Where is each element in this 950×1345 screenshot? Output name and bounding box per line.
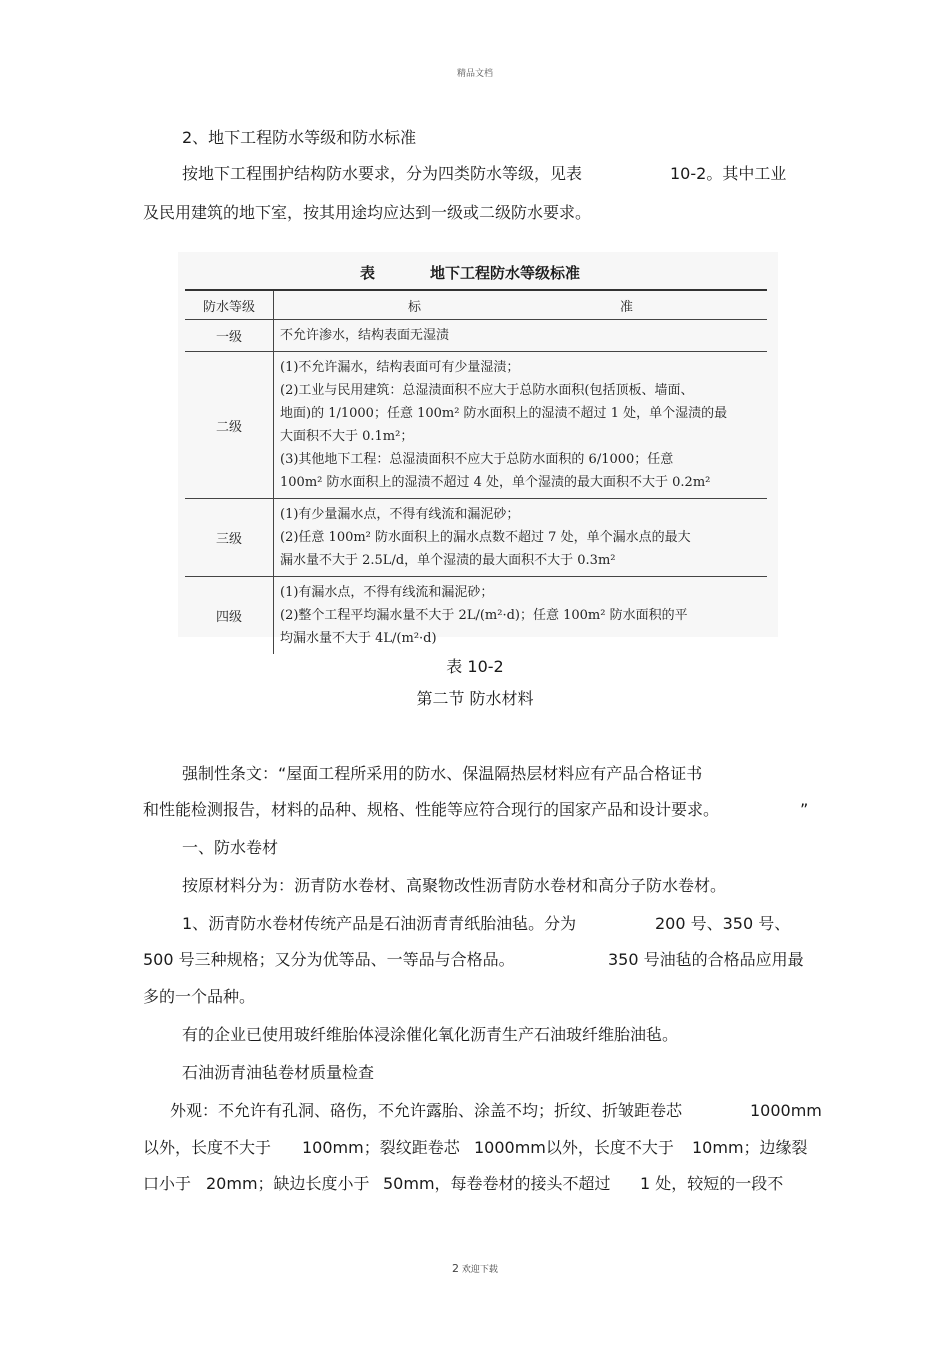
appearance-line1-value: 1000mm [750,1101,822,1120]
appearance-line2-d: 10mm；边缘裂 [692,1138,808,1157]
section-title: 第二节 防水材料 [416,689,534,708]
standard-line: (1)不允许漏水，结构表面可有少量湿渍； [280,360,520,375]
standard-line: 不允许渗水，结构表面无湿渍 [280,328,450,343]
appearance-line1: 外观：不允许有孔洞、硌伤，不允许露胎、涂盖不均；折纹、折皱距卷芯 [170,1101,683,1120]
standard-line: (3)其他地下工程：总湿渍面积不应大于总防水面积的 6/1000；任意 [280,452,674,467]
appearance-line3-d: 1 处，较短的一段不 [640,1174,784,1193]
standard-line: 地面)的 1/1000；任意 100m² 防水面积上的湿渍不超过 1 处，单个湿渍的最 [280,406,728,421]
level-cell: 一级 [185,320,274,352]
standard-line: 100m² 防水面积上的湿渍不超过 4 处，单个湿渍的最大面积不大于 0.2m² [280,475,711,490]
table-title-text: 地下工程防水等级标准 [430,264,581,282]
table-title-prefix: 表 [360,264,376,282]
mandatory-line2: 和性能检测报告，材料的品种、规格、性能等应符合现行的国家产品和设计要求。 [143,800,720,819]
standard-line: 漏水量不大于 2.5L/d，单个湿渍的最大面积不大于 0.3m² [280,553,616,568]
table-row [185,577,767,655]
mandatory-close-quote: ” [800,800,809,819]
para1-line3: 多的一个品种。 [143,987,256,1006]
mandatory-line1: 强制性条文：“屋面工程所采用的防水、保温隔热层材料应有产品合格证书 [182,764,703,783]
sub-heading: 一、防水卷材 [182,838,279,857]
standard-cell [274,352,768,499]
footer-text: 欢迎下载 [461,1265,498,1275]
standard-line: (2)工业与民用建筑：总湿渍面积不应大于总防水面积(包括顶板、墙面、 [280,383,694,398]
appearance-line2-b: 100mm；裂纹距卷芯 [302,1138,460,1157]
section-heading: 2、地下工程防水等级和防水标准 [182,128,417,147]
intro-line1-ref: 10-2。其中工业 [670,164,787,183]
inspection-heading: 石油沥青油毡卷材质量检查 [182,1063,375,1082]
table-row [185,320,767,352]
standard-line: (1)有漏水点，不得有线流和漏泥砂； [280,585,494,600]
standards-table [185,289,767,654]
page-number: 2 [452,1262,460,1275]
classification-text: 按原材料分为：沥青防水卷材、高聚物改性沥青防水卷材和高分子防水卷材。 [182,876,727,895]
para1-line2: 500 号三种规格；又分为优等品、一等品与合格品。 [143,950,515,969]
standard-line: (1)有少量漏水点，不得有线流和漏泥砂； [280,507,520,522]
para1-line1: 1、沥青防水卷材传统产品是石油沥青青纸胎油毡。分为 [182,914,577,933]
appearance-line3-c: 50mm，每卷卷材的接头不超过 [383,1174,611,1193]
page-footer [0,1262,950,1275]
standard-line: (2)任意 100m² 防水面积上的漏水点数不超过 7 处，单个漏水点的最大 [280,530,691,545]
level-cell: 四级 [185,577,274,655]
header-standard-a: 标 [407,299,421,315]
para1-line2-rest: 350 号油毡的合格品应用最 [608,950,804,969]
appearance-line3-b: 20mm；缺边长度小于 [206,1174,370,1193]
standard-line: 大面积不大于 0.1m²； [280,429,414,444]
intro-line2: 及民用建筑的地下室，按其用途均应达到一级或二级防水要求。 [143,203,592,222]
standard-cell [274,499,768,577]
level-cell: 三级 [185,499,274,577]
header-standard [274,290,768,320]
table-caption: 表 10-2 [446,657,504,676]
header-standard-b: 准 [619,299,633,315]
appearance-line3-a: 口小于 [143,1174,192,1193]
header-watermark: 精品文档 [456,69,493,79]
para2-text: 有的企业已使用玻纤维胎体浸涂催化氧化沥青生产石油玻纤维胎油毡。 [182,1025,679,1044]
standard-line: 均漏水量不大于 4L/(m²·d) [280,631,437,646]
table-header-row [185,290,767,320]
table-row [185,499,767,577]
header-level: 防水等级 [185,290,274,320]
level-cell: 二级 [185,352,274,499]
appearance-line2-a: 以外，长度不大于 [143,1138,272,1157]
standard-line: (2)整个工程平均漏水量不大于 2L/(m²·d)；任意 100m² 防水面积的平 [280,608,688,623]
standard-cell [274,577,768,655]
intro-line1: 按地下工程围护结构防水要求，分为四类防水等级，见表 [182,164,583,183]
para1-line1-numbers: 200 号、350 号、 [655,914,791,933]
standard-cell [274,320,768,352]
appearance-line2-c: 1000mm以外，长度不大于 [474,1138,674,1157]
table-row [185,352,767,499]
